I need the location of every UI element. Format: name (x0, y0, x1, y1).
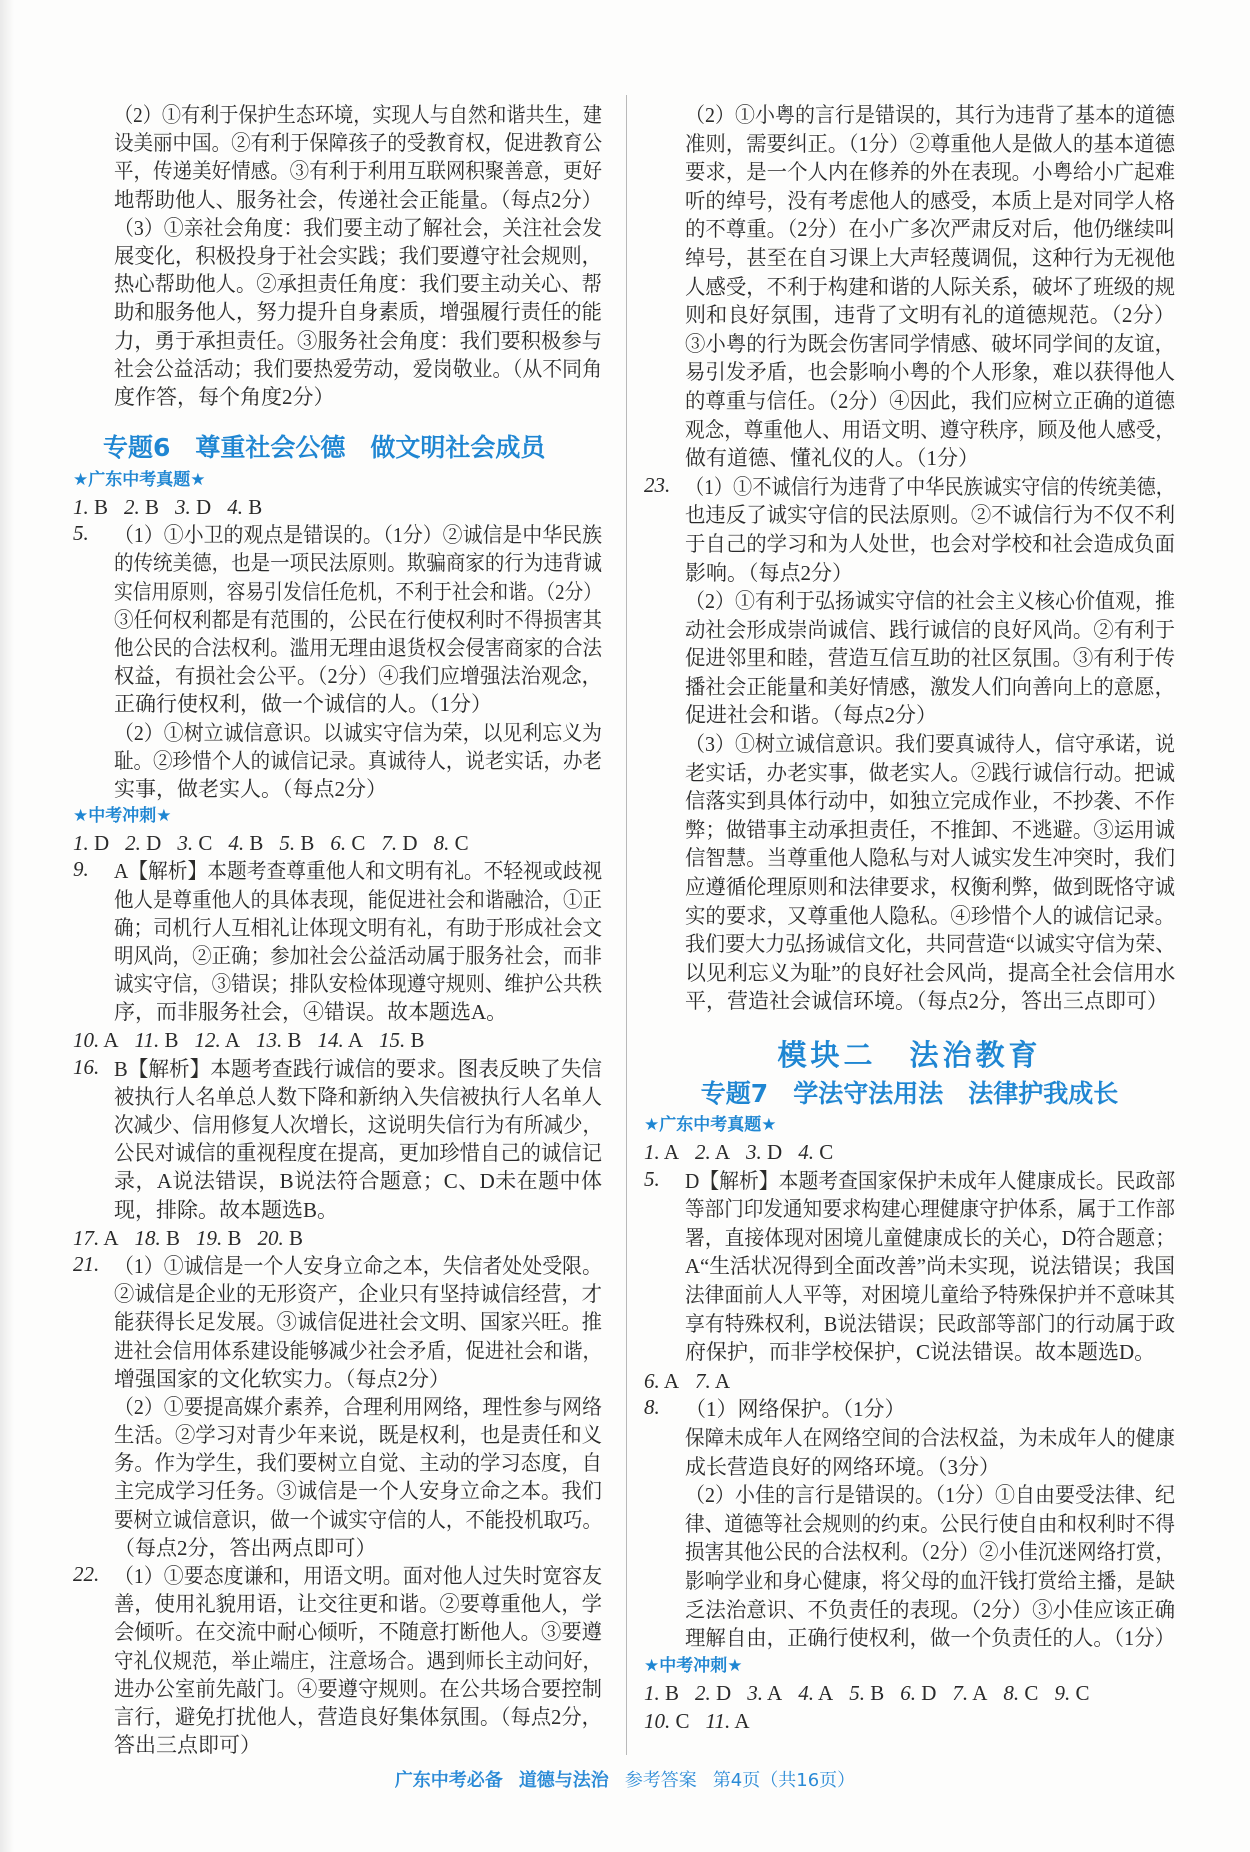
answer-item (747, 1679, 782, 1708)
answer-item (256, 1026, 302, 1054)
answer-paragraph (73, 719, 602, 804)
footer-page-number: 第4页（共16页） (712, 1770, 856, 1791)
text-line: 被执行人名单总人数下降和新纳入失信被执行人名单人 (114, 1084, 602, 1109)
answer-paragraph (73, 1562, 602, 1759)
text-line: 能获得长足发展。③诚信促进社会文明、国家兴旺。推 (114, 1310, 602, 1335)
answer-item (73, 1026, 119, 1054)
answer-number: 13. (256, 1028, 283, 1053)
text-line: 诚实守信，③错误；排队安检体现遵守规则、维护公共秩 (114, 972, 602, 997)
page-footer (0, 1766, 1250, 1792)
text-line: ③任何权利都是有范围的，公民在行使权利时不得损害其 (114, 607, 602, 632)
answer-choice: A (663, 1368, 680, 1393)
answer-number: 3. (747, 1680, 763, 1705)
answer-item (227, 493, 262, 521)
answer-item (124, 493, 159, 521)
text-line: 会倾听。在交流中耐心倾听，不随意打断他人。③要遵 (114, 1620, 602, 1645)
answer-choice: C (675, 1709, 690, 1734)
answer-choice: C (1024, 1680, 1039, 1705)
answer-choice: A (767, 1680, 783, 1705)
text-line: D【解析】本题考查国家保护未成年人健康成长。民政部 (685, 1168, 1176, 1193)
footer-section: 参考答案 (624, 1770, 697, 1791)
answer-number: 15. (379, 1028, 406, 1053)
answer-item (330, 829, 365, 857)
question-number: 23. (644, 472, 671, 497)
answer-item (379, 1026, 425, 1054)
answer-choice: A (103, 1225, 119, 1250)
question-number: 5. (644, 1166, 660, 1191)
answer-paragraph (73, 1393, 602, 1562)
answer-item (73, 829, 109, 857)
answer-number: 6. (644, 1368, 660, 1393)
answer-choice: B (94, 495, 109, 520)
answer-choice: B (166, 1225, 181, 1250)
answer-key-row (73, 493, 602, 521)
text-line: 实事，做老实人。（每点2分） (114, 776, 387, 801)
text-line: 度作答，每个角度2分） (114, 384, 335, 409)
text-line: 平，营造社会诚信环境。（每点2分，答出三点即可） (685, 989, 1168, 1014)
text-line: 署，直接体现对困境儿童健康成长的关心，D符合题意； (685, 1225, 1176, 1250)
text-line: 播社会正能量和美好情感，激发人们向善向上的意愿， (685, 674, 1175, 699)
text-line: 助和服务他人，努力提升自身素质，增强履行责任的能 (114, 300, 602, 325)
answer-choice: A (714, 1368, 731, 1393)
text-line: （2）①树立诚信意识。以诚实守信为荣，以见利忘义为 (114, 720, 602, 745)
answer-choice: A (714, 1140, 731, 1164)
text-line: 以见利忘义为耻”的良好社会风尚，提高全社会信用水 (685, 960, 1176, 985)
answer-paragraph (73, 1055, 602, 1224)
answer-item (746, 1138, 782, 1167)
answer-number: 8. (433, 831, 450, 856)
answer-number: 1. (644, 1680, 660, 1705)
answer-choice: D (767, 1140, 783, 1164)
answer-number: 4. (227, 495, 243, 520)
answer-paragraph (73, 1252, 602, 1393)
answer-paragraph (73, 214, 602, 411)
answer-choice: B (300, 831, 315, 856)
answer-item (135, 1026, 179, 1054)
answer-choice: B (287, 1028, 302, 1053)
answer-choice: A (818, 1680, 834, 1705)
answer-number: 11. (134, 1028, 160, 1053)
left-column (73, 101, 602, 1759)
text-line: （每点2分，答出两点即可） (114, 1535, 377, 1560)
answer-number: 14. (317, 1028, 344, 1053)
answer-number: 9. (1054, 1680, 1071, 1705)
answer-paragraph (644, 1481, 1175, 1653)
answer-key-row (73, 1026, 602, 1054)
answer-item (73, 1224, 119, 1252)
text-line: （3）①树立诚信意识。我们要真诚待人，信守承诺，说 (685, 732, 1175, 757)
text-line: （1）①诚信是一个人安身立命之本，失信者处处受限。 (114, 1253, 602, 1278)
answer-item (175, 493, 211, 521)
answer-item (644, 1367, 679, 1396)
text-line: （1）①小卫的观点是错误的。（1分）②诚信是中华民族 (114, 523, 602, 548)
text-line: 绰号，甚至在自习课上大声轻蔑调侃，这种行为无视他 (685, 245, 1175, 270)
answer-item (73, 493, 108, 521)
answer-choice: B (665, 1680, 680, 1705)
text-line: 社会公益活动；我们要热爱劳动，爱岗敬业。（从不同角 (114, 356, 602, 381)
topic-title: 专题7 学法守法用法 法律护我成长 (700, 1079, 1119, 1108)
answer-number: 7. (381, 831, 398, 856)
answer-choice: B (164, 1028, 179, 1053)
text-line: 理解自由，正确行使权利，做一个负责任的人。（1分） (685, 1626, 1175, 1651)
answer-item (644, 1707, 690, 1736)
text-line: 准则，需要纠正。（1分）②尊重他人是做人的基本道德 (685, 131, 1175, 156)
answer-item (644, 1679, 679, 1708)
text-line: 信智慧。当尊重他人隐私与对人诚实发生冲突时，我们 (685, 846, 1175, 871)
text-line: （2）①有利于弘扬诚实守信的社会主义核心价值观，推 (685, 589, 1175, 614)
text-line: 务。作为学生，我们要树立自觉、主动的学习态度，自 (114, 1451, 602, 1476)
text-line: 生活。②学习对青少年来说，既是权利，也是责任和义 (114, 1423, 602, 1448)
text-line: 主完成学习任务。③诚信是一个人安身立命之本。我们 (114, 1479, 602, 1504)
text-line: 要树立诚信意识，做一个诚实守信的人，不能投机取巧。 (114, 1507, 602, 1532)
answer-item (279, 829, 314, 857)
question-number: 21. (73, 1251, 100, 1276)
answer-item (381, 829, 417, 857)
answer-item (177, 829, 212, 857)
text-line: （2）①有利于保护生态环境，实现人与自然和谐共生，建 (114, 103, 602, 127)
text-line: 言行，避免打扰他人，营造良好集体氛围。（每点2分， (114, 1704, 602, 1729)
topic-title: 专题6 尊重社会公德 做文明社会成员 (103, 433, 546, 463)
text-line: 动社会形成崇尚诚信、践行诚信的良好风尚。②有利于 (685, 617, 1175, 642)
text-line: 易引发矛盾，也会影响小粤的个人形象，难以获得他人 (685, 360, 1175, 385)
text-line: 平，传递美好情感。③有利于利用互联网积聚善意，更好 (114, 159, 602, 184)
answer-number: 2. (124, 495, 140, 520)
answer-item (798, 1138, 833, 1167)
answer-number: 12. (194, 1028, 221, 1053)
answer-number: 20. (257, 1225, 284, 1250)
text-line: 老实话，办老实事，做老实人。②践行诚信行动。把诚 (685, 760, 1175, 785)
text-line: 影响。（每点2分） (685, 560, 853, 585)
answer-paragraph (644, 1424, 1175, 1481)
text-line: 实信用原则，容易引发信任危机，不利于社会和谐。（2分） (114, 579, 602, 604)
answer-number: 1. (644, 1140, 660, 1164)
text-line: 耻。②珍惜个人的诚信记录。真诚待人，说老实话，办老 (114, 748, 602, 773)
answer-choice: D (94, 831, 110, 856)
answer-choice: B (249, 831, 264, 856)
answer-paragraph (73, 857, 602, 1026)
answer-item (194, 1026, 240, 1054)
answer-item (228, 829, 263, 857)
answer-item (695, 1367, 730, 1396)
text-line: （2）①要提高媒介素养，合理利用网络，理性参与网络 (114, 1394, 602, 1419)
text-line: A“生活状况得到全面改善”尚未实现，说法错误；我国 (685, 1254, 1175, 1279)
module-title: 模块二 法治教育 (777, 1038, 1042, 1072)
answer-item (1003, 1679, 1038, 1708)
text-line: 展变化，积极投身于社会实践；我们要遵守社会规则， (114, 243, 602, 268)
answer-choice: A (347, 1028, 364, 1053)
answer-item (695, 1679, 731, 1708)
answer-key-row (644, 1679, 1175, 1708)
answer-choice: A (972, 1680, 988, 1705)
answer-paragraph (644, 1167, 1175, 1367)
section-label: ★中考冲刺★ (644, 1655, 743, 1676)
text-line: 他公民的合法权利。滥用无理由退货权会侵害商家的合法 (114, 636, 602, 660)
answer-number: 1. (73, 831, 89, 856)
answer-number: 2. (695, 1680, 711, 1705)
text-line: 应遵循伦理原则和法律要求，权衡利弊，做到既恪守诚 (685, 875, 1175, 900)
answer-item (706, 1707, 750, 1736)
question-number: 5. (73, 521, 89, 546)
text-line: 要求，是一个人内在修养的外在表现。小粤给小广起难 (685, 160, 1175, 185)
text-line: 律、道德等社会规则的约束。公民行使自由和权利时不得 (685, 1511, 1175, 1536)
text-line: 确；司机行人互相礼让体现文明有礼，有助于形成社会文 (114, 915, 602, 940)
question-number: 9. (73, 857, 89, 882)
answer-item (695, 1138, 730, 1167)
text-line: （1）网络保护。（1分） (685, 1397, 906, 1422)
text-line: 地帮助他人、服务社会，传递社会正能量。（每点2分） (114, 187, 602, 212)
answer-key-row (644, 1138, 1175, 1167)
answer-number: 3. (746, 1140, 762, 1164)
text-line: ②诚信是企业的无形资产，企业只有坚持诚信经营，才 (114, 1282, 602, 1307)
answer-paragraph (73, 521, 602, 718)
answer-choice: B (227, 1225, 242, 1250)
column-divider (626, 95, 627, 1755)
question-number: 8. (644, 1395, 660, 1420)
text-line: 保障未成年人在网络空间的合法权益，为未成年人的健康 (685, 1425, 1175, 1450)
text-line: 正确行使权利，做一个诚信的人。（1分） (114, 692, 492, 717)
text-line: 乏法治意识、不负责任的表现。（2分）③小佳应该正确 (685, 1597, 1175, 1622)
answer-key-row (73, 829, 602, 857)
text-line: 成长营造良好的网络环境。（3分） (685, 1454, 1000, 1479)
text-line: 弊；做错事主动承担责任，不推卸、不逃避。③运用诚 (685, 817, 1175, 842)
text-line: 府保护，而非学校保护，C说法错误。故本题选D。 (685, 1340, 1156, 1365)
answer-number: 3. (177, 831, 194, 856)
answer-choice: D (146, 831, 162, 856)
answer-number: 19. (196, 1225, 223, 1250)
answer-item (125, 829, 161, 857)
answer-item (135, 1224, 181, 1252)
text-line: 观念，尊重他人、用语文明、遵守秩序，顾及他人感受， (685, 417, 1175, 442)
text-line: 热心帮助他人。②承担责任角度：我们要主动关心、帮 (114, 272, 602, 297)
text-line: 明风尚，②正确；参加社会公益活动属于服务社会，而非 (114, 943, 602, 968)
answer-choice: A (224, 1028, 240, 1053)
section-label: ★广东中考真题★ (644, 1115, 777, 1135)
answer-number: 7. (952, 1680, 969, 1705)
text-line: 于自己的学习和为人处世，也会对学校和社会造成负面 (685, 531, 1175, 556)
answer-choice: D (402, 831, 418, 856)
answer-item (849, 1679, 884, 1708)
text-line: 的不尊重。（2分）在小广多次严肃反对后，他仍继续叫 (685, 217, 1175, 242)
answer-number: 7. (695, 1368, 711, 1393)
answer-choice: A (663, 1140, 680, 1164)
text-line: 权益，有损社会公平。（2分）④我们应增强法治观念， (114, 664, 602, 689)
text-line: 守礼仪规范，举止端庄，注意场合。遇到师长主动问好， (114, 1648, 602, 1673)
answer-paragraph (644, 101, 1175, 473)
section-label: ★广东中考真题★ (73, 470, 206, 491)
question-number: 16. (73, 1054, 100, 1079)
answer-number: 4. (798, 1680, 814, 1705)
answer-choice: A (734, 1709, 750, 1734)
question-number: 22. (73, 1562, 100, 1586)
text-line: 增强国家的文化软实力。（每点2分） (114, 1366, 450, 1391)
text-line: 进社会信用体系建设能够减少社会矛盾，促进社会和谐， (114, 1338, 602, 1363)
answer-choice: D (196, 495, 212, 520)
text-line: 力，勇于承担责任。③服务社会角度：我们要积极参与 (114, 328, 602, 353)
answer-key-row (644, 1707, 1175, 1736)
answer-choice: B (145, 495, 160, 520)
text-line: 序，而非服务社会，④错误。故本题选A。 (114, 1000, 508, 1025)
answer-number: 5. (849, 1680, 865, 1705)
answer-choice: B (289, 1225, 304, 1250)
answer-item (258, 1224, 304, 1252)
answer-paragraph (644, 1395, 1175, 1424)
text-line: 影响学业和身心健康，将父母的血汗钱打赏给主播，是缺 (685, 1568, 1175, 1593)
answer-item (318, 1026, 364, 1054)
answer-number: 8. (1003, 1680, 1020, 1705)
footer-subject: 道德与法治 (518, 1770, 609, 1791)
answer-choice: C (1075, 1680, 1090, 1705)
text-line: 进办公室前先敲门。④要遵守规则。在公共场合要控制 (114, 1676, 602, 1701)
text-line: 答出三点即可） (114, 1733, 261, 1758)
answer-number: 6. (330, 831, 347, 856)
answer-number: 11. (705, 1709, 731, 1734)
text-line: 享有特殊权利，B说法错误；民政部等部门的行动属于政 (685, 1311, 1176, 1336)
answer-key-row (73, 1224, 602, 1252)
answer-item (644, 1138, 679, 1167)
answer-number: 6. (900, 1680, 916, 1705)
text-line: 做有道德、懂礼仪的人。（1分） (685, 446, 979, 471)
answer-key-row (644, 1367, 1175, 1396)
text-line: 善，使用礼貌用语，让交往更和谐。②要尊重他人，学 (114, 1592, 602, 1617)
answer-item (798, 1679, 833, 1708)
text-line: 的尊重与信任。（2分）④因此，我们应树立正确的道德 (685, 388, 1175, 413)
answer-choice: D (716, 1680, 732, 1705)
answer-number: 17. (73, 1225, 100, 1250)
answer-number: 2. (125, 831, 141, 856)
text-line: （2）①小粤的言行是错误的，其行为违背了基本的道德 (685, 103, 1175, 127)
text-line: 设美丽中国。②有利于保障孩子的受教育权，促进教育公 (114, 131, 602, 156)
page-edge (0, 0, 14, 1852)
text-line: 现，排除。故本题选B。 (114, 1197, 339, 1222)
text-line: 他人是尊重他人的具体表现，能促进社会和谐融洽，①正 (114, 887, 602, 912)
text-line: （1）①不诚信行为违背了中华民族诚实守信的传统美德， (685, 474, 1175, 499)
answer-choice: C (819, 1140, 834, 1164)
answer-choice: B (410, 1028, 425, 1053)
text-line: 信落实到具体行动中，如独立完成作业，不抄袭、不作 (685, 789, 1175, 814)
text-line: B【解析】本题考查践行诚信的要求。图表反映了失信 (114, 1056, 603, 1081)
text-line: 实的要求，又尊重他人隐私。④珍惜个人的诚信记录。 (685, 903, 1175, 928)
answer-number: 4. (228, 831, 245, 856)
text-line: 损害其他公民的合法权利。（2分）②小佳沉迷网络打赏， (685, 1540, 1175, 1565)
answer-number: 3. (175, 495, 191, 520)
answer-choice: C (351, 831, 366, 856)
answer-item (434, 829, 469, 857)
text-line: 次减少、信用修复人次增长，这说明失信行为有所减少， (114, 1113, 602, 1137)
answer-choice: D (921, 1680, 937, 1705)
answer-item (952, 1679, 987, 1708)
section-label: ★中考冲刺★ (73, 806, 172, 827)
answer-choice: C (198, 831, 213, 856)
answer-choice: B (870, 1680, 885, 1705)
text-line: 录，A说法错误，B说法符合题意；C、D未在题中体 (114, 1169, 602, 1194)
text-line: （2）小佳的言行是错误的。（1分）①自由要受法律、纪 (685, 1483, 1175, 1508)
text-line: 促进邻里和睦，营造互信互助的社区氛围。③有利于传 (685, 646, 1175, 671)
answer-number: 4. (798, 1140, 814, 1164)
answer-paragraph (73, 101, 602, 214)
text-line: （1）①要态度谦和，用语文明。面对他人过失时宽容友 (114, 1564, 602, 1588)
answer-paragraph (644, 587, 1175, 730)
footer-book-title: 广东中考必备 (394, 1770, 503, 1791)
answer-number: 10. (644, 1709, 671, 1734)
text-line: 促进社会和谐。（每点2分） (685, 703, 937, 728)
text-line: 的传统美德，也是一项民法原则。欺骗商家的行为违背诚 (114, 551, 602, 576)
answer-number: 1. (73, 495, 89, 520)
text-line: 听的绰号，没有考虑他人的感受，本质上是对同学人格 (685, 188, 1175, 213)
text-line: 我们要大力弘扬诚信文化，共同营造“以诚实守信为荣、 (685, 932, 1176, 957)
answer-number: 2. (695, 1140, 711, 1164)
answer-paragraph (644, 473, 1175, 587)
text-line: 则和良好氛围，违背了文明有礼的道德规范。（2分） (685, 303, 1175, 328)
text-line: ③小粤的行为既会伤害同学情感、破坏同学间的友谊， (685, 331, 1175, 356)
text-line: 也违反了诚实守信的民法原则。②不诚信行为不仅不利 (685, 503, 1175, 528)
right-column (644, 101, 1175, 1736)
text-line: 等部门印发通知要求构建心理健康守护体系，属于工作部 (685, 1197, 1175, 1222)
answer-paragraph (644, 730, 1175, 1016)
text-line: 法律面前人人平等，对困境儿童给予特殊保护并不意味其 (685, 1282, 1175, 1307)
answer-item (900, 1679, 936, 1708)
text-line: （3）①亲社会角度：我们要主动了解社会，关注社会发 (114, 215, 602, 240)
answer-item (196, 1224, 242, 1252)
text-line: 公民对诚信的重视程度在提高，更加珍惜自己的诚信记 (114, 1141, 602, 1166)
answer-choice: C (454, 831, 469, 856)
answer-item (1054, 1679, 1089, 1708)
answer-choice: B (248, 495, 263, 520)
answer-choice: A (103, 1028, 119, 1053)
text-line: A【解析】本题考查尊重他人和文明有礼。不轻视或歧视 (114, 859, 603, 884)
text-line: 人感受，不利于构建和谐的人际关系，破坏了班级的规 (685, 274, 1175, 299)
answer-number: 10. (73, 1028, 100, 1053)
answer-number: 5. (279, 831, 296, 856)
answer-number: 18. (134, 1225, 161, 1250)
